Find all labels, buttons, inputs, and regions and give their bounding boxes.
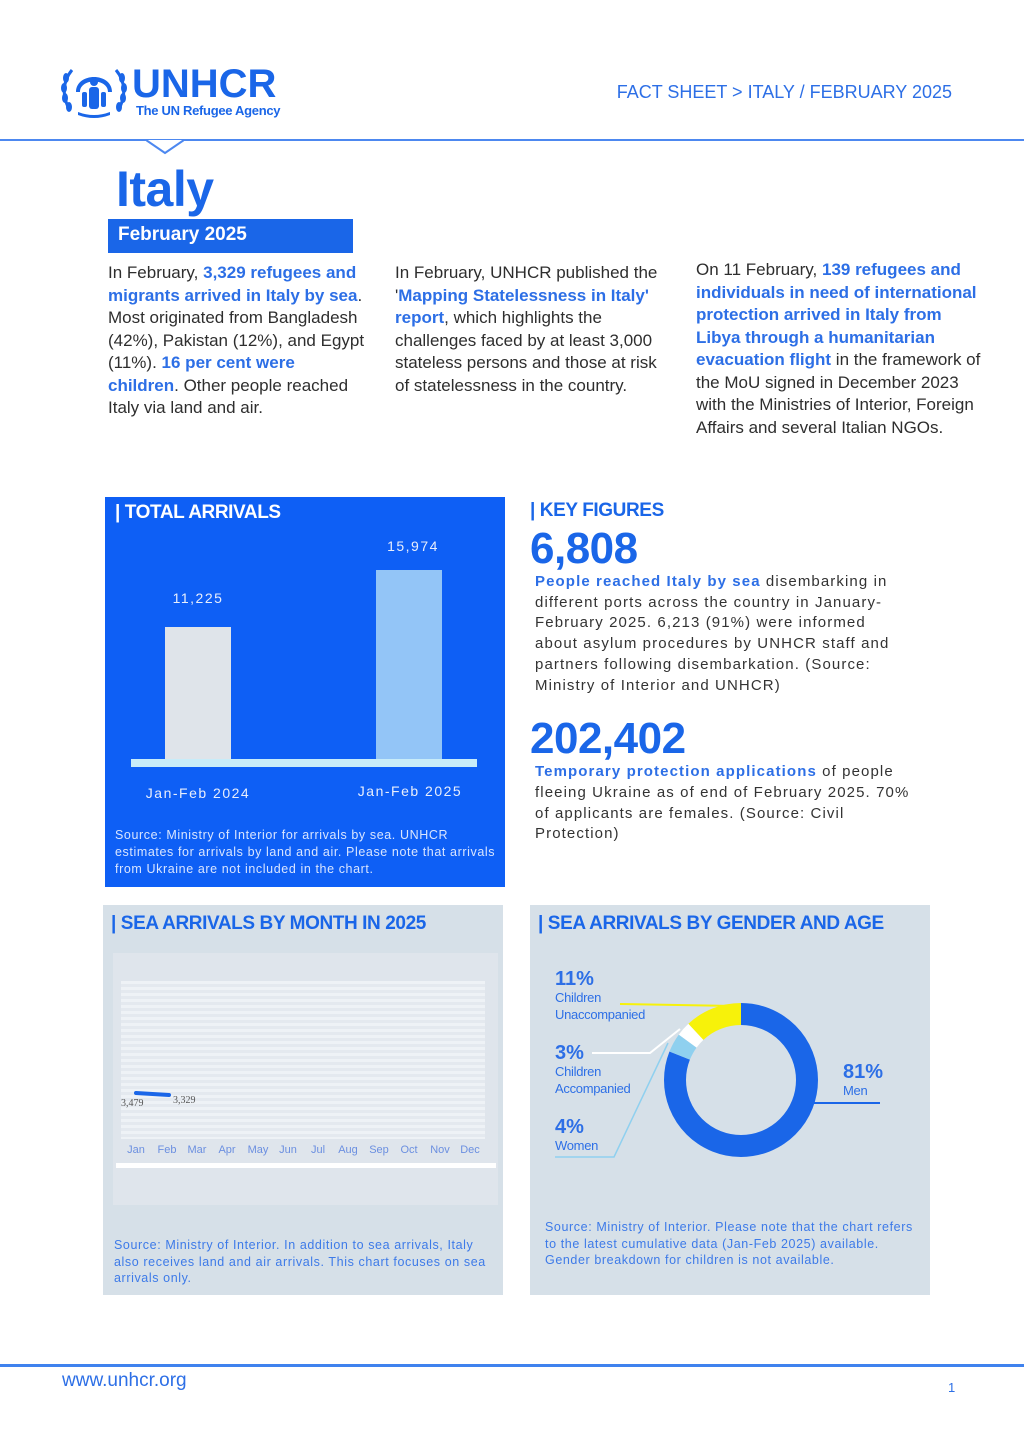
segment-name: Men — [843, 1083, 868, 1098]
section-title: | KEY FIGURES — [530, 500, 664, 521]
month-label: Aug — [338, 1144, 358, 1156]
intro-text: On 11 February, — [696, 260, 822, 279]
month-label: Jan — [127, 1144, 145, 1156]
bar-value-label: 11,225 — [172, 590, 224, 606]
key-figure-number: 6,808 — [530, 524, 638, 573]
footer-divider — [0, 1364, 1024, 1367]
intro-column-1 — [108, 262, 370, 420]
footer-website-link[interactable]: www.unhcr.org — [62, 1370, 187, 1391]
page-title: Italy — [116, 161, 214, 217]
month-label: Jun — [279, 1144, 297, 1156]
data-point-label: 3,479 — [121, 1098, 144, 1109]
month-label: Sep — [369, 1144, 389, 1156]
bar-value-label: 15,974 — [387, 538, 439, 554]
chart-scrollbar — [116, 1163, 496, 1168]
chart-source-note: Source: Ministry of Interior. In addition to sea arrivals, Italy also receives land and air arrivals. This chart focuses on sea arrivals only. — [114, 1238, 486, 1285]
header-notch-icon — [146, 139, 184, 155]
breadcrumb: FACT SHEET > ITALY / FEBRUARY 2025 — [616, 82, 952, 102]
sea-arrivals-by-gender-panel — [530, 905, 930, 1295]
segment-percent: 3% — [555, 1042, 584, 1064]
page-number: 1 — [948, 1380, 956, 1395]
segment-percent: 81% — [843, 1061, 884, 1083]
report-link[interactable]: Mapping Statelessness in Italy' report — [395, 285, 649, 327]
key-figures-section — [530, 500, 910, 845]
chart-baseline — [131, 759, 477, 767]
key-figure-text: disembarking in different ports across the country in January-February 2025. 6,213 (91%) were informed about asylum procedures by UNHCR staff and partners following disembarkation. (Source: Ministry of Interior and UNHCR) — [535, 573, 890, 694]
segment-percent: 4% — [555, 1116, 584, 1138]
segment-name: Unaccompanied — [555, 1007, 646, 1022]
month-label: Feb — [157, 1144, 177, 1156]
month-label: Apr — [218, 1144, 236, 1156]
segment-label-men — [843, 1062, 883, 1099]
bar-jan-feb-2025 — [376, 570, 442, 759]
month-label: Dec — [460, 1144, 480, 1156]
segment-name: Accompanied — [555, 1081, 631, 1096]
intro-text: , which highlights the challenges faced by at least 3,000 stateless persons and those at risk of statelessness in the country. — [395, 308, 657, 395]
key-figure-number: 202,402 — [530, 714, 686, 764]
key-figure-text: of people fleeing Ukraine as of end of February 2025. 70% of applicants are females. (Source: Civil Protection) — [535, 763, 910, 843]
month-label: Jul — [310, 1144, 326, 1156]
logo-wordmark: UNHCR — [132, 62, 277, 106]
bar-jan-feb-2024 — [165, 627, 231, 759]
month-label: Oct — [400, 1144, 418, 1156]
segment-percent: 11% — [555, 968, 594, 990]
category-label: Jan-Feb 2025 — [357, 783, 463, 799]
logo-subtitle: The UN Refugee Agency — [136, 103, 281, 118]
intro-column-2 — [395, 262, 665, 397]
segment-name: Children — [555, 990, 602, 1005]
intro-text: . Other people reached Italy via land and air. — [108, 375, 349, 417]
month-label: Nov — [430, 1144, 450, 1156]
segment-name: Women — [555, 1138, 599, 1153]
category-label: Jan-Feb 2024 — [145, 785, 251, 801]
segment-label-children-accompanied — [555, 1043, 630, 1097]
month-label: May — [247, 1144, 269, 1156]
segment-name: Children — [555, 1064, 602, 1079]
unhcr-logo — [60, 62, 305, 122]
key-figure-description — [535, 572, 910, 696]
chart-source-note: Source: Ministry of Interior. Please note that the chart refers to the latest cumulative data (Jan-Feb 2025) available. Gender breakdown for children is not available. — [545, 1220, 913, 1267]
key-figure-description — [535, 762, 910, 845]
data-point-label: 3,329 — [173, 1095, 196, 1106]
section-title: | SEA ARRIVALS BY GENDER AND AGE — [538, 913, 884, 934]
key-figure-highlight: People reached Italy by sea — [535, 573, 761, 590]
intro-highlight: 16 per cent were children — [108, 353, 295, 395]
intro-text: In February, UNHCR published the ' — [395, 263, 658, 305]
date-banner: February 2025 — [108, 219, 353, 253]
intro-highlight: 3,329 refugees and migrants arrived in Italy by sea — [108, 263, 358, 305]
line-chart-area — [113, 953, 498, 1205]
segment-label-children-unaccompanied — [555, 969, 645, 1023]
section-title: | TOTAL ARRIVALS — [115, 502, 281, 523]
intro-text: in the framework of the MoU signed in December 2023 with the Ministries of Interior, Foreign Affairs and several Italian NGOs. — [696, 350, 981, 437]
intro-text: . Most originated from Bangladesh (42%), Pakistan (12%), and Egypt (11%). — [108, 285, 365, 372]
unhcr-emblem-icon — [60, 62, 128, 120]
key-figure-highlight: Temporary protection applications — [535, 763, 817, 781]
intro-column-3 — [696, 259, 981, 439]
intro-highlight: 139 refugees and individuals in need of international protection arrived in Italy from Libya through a humanitarian evacuation flight — [696, 260, 977, 369]
month-label: Mar — [187, 1144, 207, 1156]
segment-label-women — [555, 1117, 598, 1154]
section-title: | SEA ARRIVALS BY MONTH IN 2025 — [111, 913, 426, 934]
sea-arrivals-by-month-panel — [103, 905, 503, 1295]
total-arrivals-panel — [105, 497, 505, 887]
chart-source-note: Source: Ministry of Interior for arrivals by sea. UNHCR estimates for arrivals by land and air. Please note that arrivals from Ukraine are not included in the chart. — [115, 828, 496, 876]
intro-text: In February, — [108, 263, 204, 282]
